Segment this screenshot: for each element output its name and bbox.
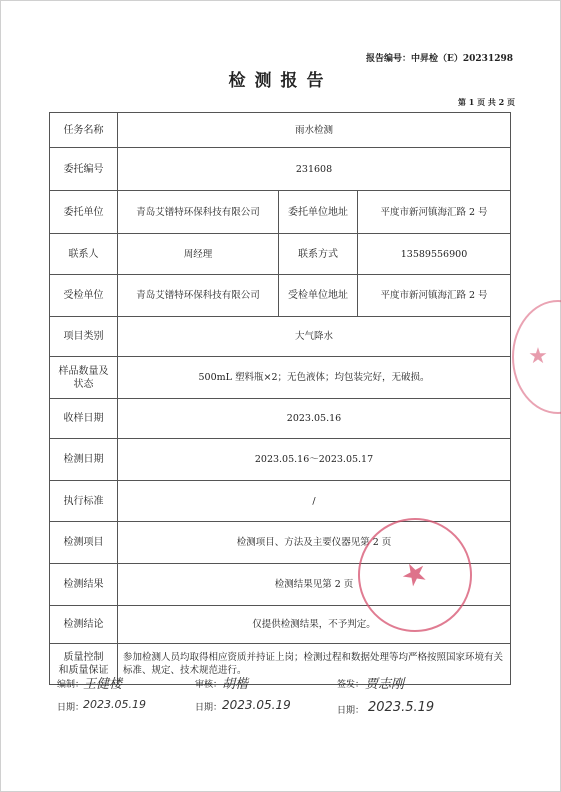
task-name-label: 任务名称	[50, 113, 118, 148]
row-contact	[50, 234, 511, 275]
test-date-label: 检测日期	[50, 439, 118, 481]
qc-label-line1: 质量控制	[63, 652, 104, 663]
compiled-date: 2023.05.19	[83, 698, 146, 711]
review-signature: 胡楷	[222, 677, 249, 692]
issue-date-label: 日期：	[337, 706, 365, 716]
row-task-name	[50, 113, 511, 148]
issue-signature: 贾志刚	[365, 677, 405, 692]
inspected-label: 受检单位	[50, 275, 118, 317]
results-value: 检测结果见第 2 页	[118, 564, 511, 606]
row-test-date	[50, 439, 511, 481]
client-address-value: 平度市新河镇海汇路 2 号	[358, 191, 511, 234]
review-date-label: 日期：	[195, 703, 223, 713]
test-items-label: 检测项目	[50, 522, 118, 564]
row-sample	[50, 357, 511, 399]
contact-method-value: 13589556900	[358, 234, 511, 275]
sample-label	[50, 357, 118, 399]
category-label: 项目类别	[50, 317, 118, 357]
seal-star-icon: ★	[394, 552, 435, 597]
inspected-address-label: 受检单位地址	[279, 275, 358, 317]
sample-value: 500mL 塑料瓶×2；无色液体；均包装完好，无破损。	[118, 357, 511, 399]
row-receive-date	[50, 399, 511, 439]
contact-label: 联系人	[50, 234, 118, 275]
client-label: 委托单位	[50, 191, 118, 234]
category-value: 大气降水	[118, 317, 511, 357]
client-address-label: 委托单位地址	[279, 191, 358, 234]
results-label: 检测结果	[50, 564, 118, 606]
row-client	[50, 191, 511, 234]
sample-label-line1: 样品数量及	[58, 365, 109, 377]
task-name-value: 雨水检测	[118, 113, 511, 148]
row-standard	[50, 481, 511, 522]
compiled-label: 编制：	[57, 680, 85, 690]
receive-date-label: 收样日期	[50, 399, 118, 439]
inspected-value: 青岛艾镨特环保科技有限公司	[118, 275, 279, 317]
standard-value: /	[118, 481, 511, 522]
conclusion-label: 检测结论	[50, 606, 118, 644]
commission-no-value: 231608	[118, 148, 511, 191]
review-label: 审核：	[195, 680, 223, 690]
document-title: 检测报告	[228, 71, 333, 91]
row-category	[50, 317, 511, 357]
receive-date-value: 2023.05.16	[118, 399, 511, 439]
page-info: 第 1 页 共 2 页	[457, 97, 515, 107]
test-items-value: 检测项目、方法及主要仪器见第 2 页	[118, 522, 511, 564]
sample-label-line2: 状态	[73, 378, 94, 390]
report-number: 报告编号：中昇检（E）20231298	[366, 54, 513, 64]
inspected-address-value: 平度市新河镇海汇路 2 号	[358, 275, 511, 317]
test-date-value: 2023.05.16～2023.05.17	[118, 439, 511, 481]
review-date: 2023.05.19	[222, 698, 291, 712]
qc-value: 参加检测人员均取得相应资质并持证上岗；检测过程和数据处理等均严格按照国家环境有关标准、规定、技术规范进行。	[118, 644, 511, 685]
contact-value: 周经理	[118, 234, 279, 275]
client-value: 青岛艾镨特环保科技有限公司	[118, 191, 279, 234]
standard-label: 执行标准	[50, 481, 118, 522]
commission-no-label: 委托编号	[50, 148, 118, 191]
issue-label: 签发：	[337, 680, 365, 690]
contact-method-label: 联系方式	[279, 234, 358, 275]
compiled-date-label: 日期：	[57, 703, 85, 713]
row-commission-no	[50, 148, 511, 191]
compiled-signature: 王健楼	[83, 677, 123, 692]
conclusion-value: 仅提供检测结果，不予判定。	[118, 606, 511, 644]
side-seal-star-icon: ★	[528, 344, 548, 369]
row-inspected	[50, 275, 511, 317]
qc-label-line2: 和质量保证	[58, 665, 109, 676]
issue-date: 2023.5.19	[368, 700, 435, 715]
